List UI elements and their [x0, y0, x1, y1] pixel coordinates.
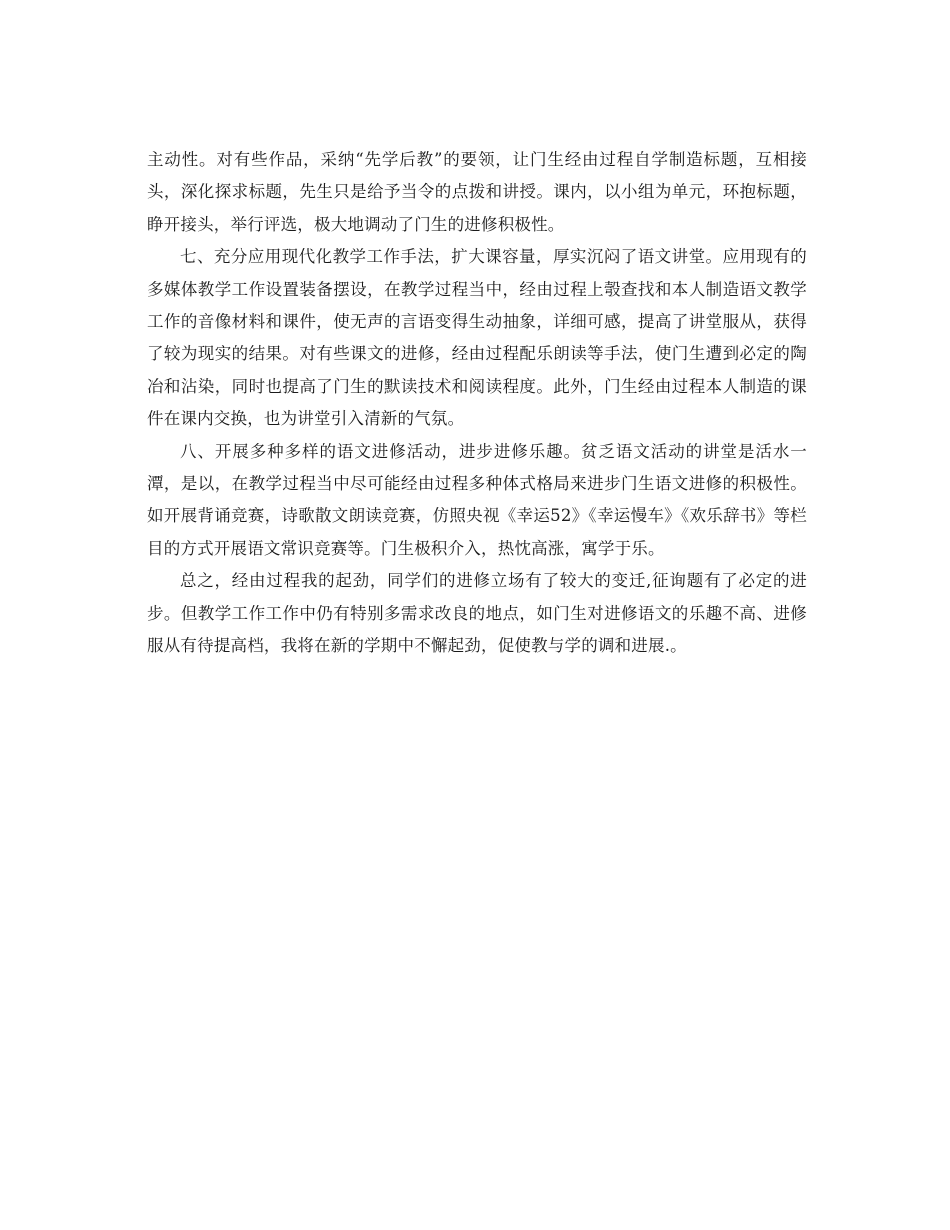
document-body — [147, 144, 807, 663]
paragraph-continuation: 主动性。对有些作品，采纳“先学后教”的要领，让门生经由过程自学制造标题，互相接头，深化探求标题，先生只是给予当令的点拨和讲授。课内，以小组为单元，环抱标题，睁开接头，举行评选，极大地调动了门生的进修积极性。 — [147, 150, 807, 234]
paragraph-conclusion: 总之，经由过程我的起劲，同学们的进修立场有了较大的变迁,征询题有了必定的进步。但教学工作工作中仍有特别多需求改良的地点，如门生对进修语文的乐趣不高、进修服从有待提高档，我将在新的学期中不懈起劲，促使教与学的调和进展.。 — [147, 571, 807, 656]
paragraph-section-eight: 八、开展多种多样的语文进修活动，进步进修乐趣。贫乏语文活动的讲堂是活水一潭，是以，在教学过程当中尽可能经由过程多种体式格局来进步门生语文进修的积极性。如开展背诵竞赛，诗歌散文朗读竞赛，仿照央视《幸运52》《幸运慢车》《欢乐辞书》等栏目的方式开展语文常识竞赛等。门生极积介入，热忱高涨，寓学于乐。 — [147, 441, 807, 558]
paragraph-section-seven: 七、充分应用现代化教学工作手法，扩大课容量，厚实沉闷了语文讲堂。应用现有的多媒体教学工作设置装备摆设，在教学过程当中，经由过程上彀查找和本人制造语文教学工作的音像材料和课件，使无声的言语变得生动抽象，详细可感，提高了讲堂服从，获得了较为现实的结果。对有些课文的进修，经由过程配乐朗读等手法，使门生遭到必定的陶冶和沾染，同时也提高了门生的默读技术和阅读程度。此外，门生经由过程本人制造的课件在课内交换，也为讲堂引入清新的气氛。 — [147, 247, 807, 429]
